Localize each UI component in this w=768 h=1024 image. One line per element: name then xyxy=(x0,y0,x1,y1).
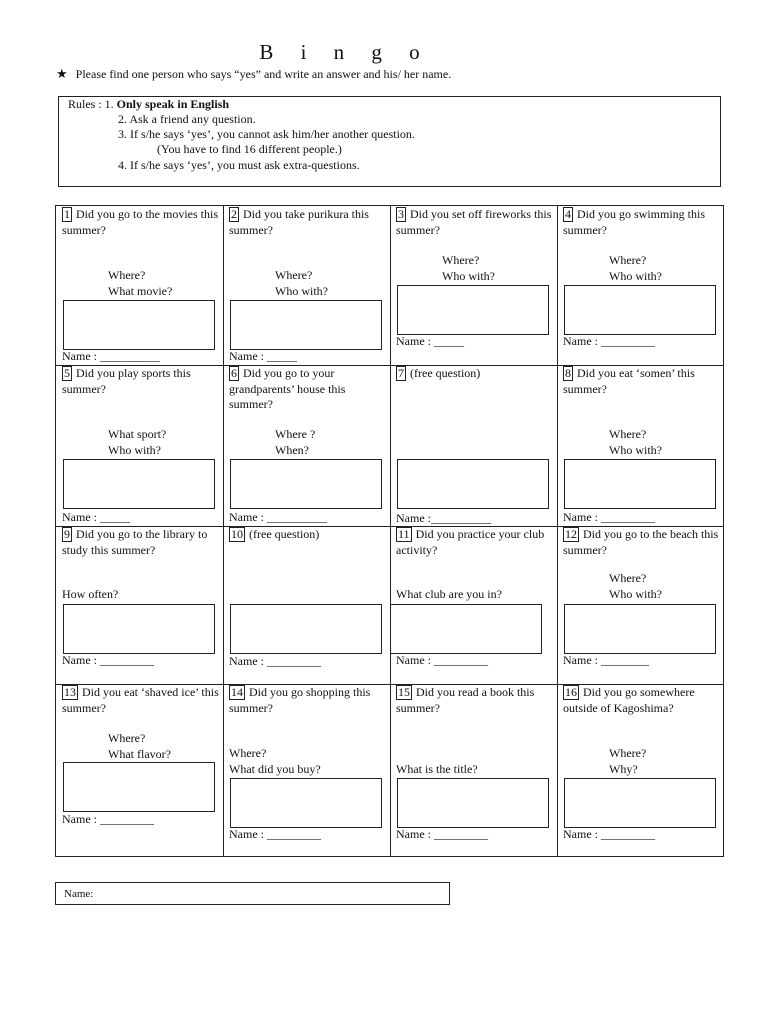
cell-question xyxy=(396,527,554,558)
cell-question xyxy=(62,366,220,397)
name-line[interactable]: Name : _________ xyxy=(563,334,655,348)
rules-prefix: Rules : 1. xyxy=(68,97,117,111)
bingo-cell-1 xyxy=(56,206,223,365)
answer-box[interactable] xyxy=(63,300,215,350)
bingo-cell-7 xyxy=(390,365,557,526)
cell-question xyxy=(563,527,721,558)
cell-question xyxy=(563,366,721,397)
bingo-cell-14 xyxy=(223,684,390,856)
bingo-cell-16 xyxy=(557,684,724,856)
cell-number: 11 xyxy=(398,527,410,541)
instruction-line xyxy=(56,66,451,82)
follow-up-question-1: Where? xyxy=(108,268,146,282)
rule-1 xyxy=(68,97,229,113)
name-line[interactable]: Name : _________ xyxy=(62,812,154,826)
name-line[interactable]: Name : _________ xyxy=(229,827,321,841)
question-text: Did you go to the beach this summer? xyxy=(563,527,719,557)
cell-number: 7 xyxy=(398,366,404,380)
question-text: Did you practice your club activity? xyxy=(396,527,545,557)
cell-number: 12 xyxy=(565,527,577,541)
cell-question xyxy=(229,527,387,543)
cell-question xyxy=(62,207,220,238)
name-line[interactable]: Name : _________ xyxy=(62,653,154,667)
bingo-cell-8 xyxy=(557,365,724,526)
follow-up-question-2: Who with? xyxy=(609,587,662,601)
follow-up-question-2: How often? xyxy=(62,587,119,601)
question-text: Did you go to the library to study this summer? xyxy=(62,527,208,557)
name-line[interactable]: Name : _________ xyxy=(396,653,488,667)
cell-number: 10 xyxy=(231,527,243,541)
bingo-cell-5 xyxy=(56,365,223,526)
follow-up-question-2: What flavor? xyxy=(108,747,171,761)
follow-up-question-1: Where? xyxy=(609,427,647,441)
question-text: (free question) xyxy=(249,527,320,541)
follow-up-question-2: What movie? xyxy=(108,284,173,298)
question-text: Did you read a book this summer? xyxy=(396,685,535,715)
bingo-cell-10 xyxy=(223,526,390,684)
follow-up-question-2: Why? xyxy=(609,762,638,776)
name-line[interactable]: Name : _____ xyxy=(62,510,130,524)
cell-number: 2 xyxy=(231,207,237,221)
answer-box[interactable] xyxy=(63,459,215,509)
answer-box[interactable] xyxy=(230,459,382,509)
bingo-grid xyxy=(55,205,724,857)
follow-up-question-2: Who with? xyxy=(275,284,328,298)
follow-up-question-1: Where? xyxy=(229,746,267,760)
question-text: Did you go shopping this summer? xyxy=(229,685,371,715)
name-line[interactable]: Name : _____ xyxy=(229,349,297,363)
rule-1-text: Only speak in English xyxy=(116,97,230,111)
rule-4: 4. If s/he says ‘yes’, you must ask extra-questions. xyxy=(118,158,360,172)
answer-box[interactable] xyxy=(63,604,215,654)
star-icon: ★ xyxy=(56,66,68,81)
rule-2: 2. Ask a friend any question. xyxy=(118,112,256,126)
student-name-field[interactable] xyxy=(55,882,450,905)
follow-up-question-1: Where? xyxy=(609,746,647,760)
question-text: Did you go to your grandparents’ house this summer? xyxy=(229,366,346,411)
follow-up-question-1: Where? xyxy=(108,731,146,745)
cell-question xyxy=(62,685,220,716)
cell-number: 6 xyxy=(231,366,237,380)
answer-box[interactable] xyxy=(230,300,382,350)
bingo-cell-13 xyxy=(56,684,223,856)
cell-number: 14 xyxy=(231,685,243,699)
student-name-label: Name: xyxy=(64,888,94,900)
name-line[interactable]: Name : __________ xyxy=(62,349,160,363)
name-line[interactable]: Name : _________ xyxy=(396,827,488,841)
question-text: (free question) xyxy=(410,366,481,380)
instruction-text: Please find one person who says “yes” and write an answer and his/ her name. xyxy=(75,67,452,81)
follow-up-question-1: What sport? xyxy=(108,427,167,441)
answer-box[interactable] xyxy=(564,604,716,654)
follow-up-question-2: Who with? xyxy=(108,443,161,457)
question-text: Did you play sports this summer? xyxy=(62,366,191,396)
name-line[interactable]: Name : _________ xyxy=(229,654,321,668)
cell-question xyxy=(229,366,387,413)
follow-up-question-2: What did you buy? xyxy=(229,762,321,776)
follow-up-question-1: Where? xyxy=(609,253,647,267)
follow-up-question-2: Who with? xyxy=(609,443,662,457)
answer-box[interactable] xyxy=(230,604,382,654)
cell-question xyxy=(563,685,721,716)
cell-question xyxy=(396,685,554,716)
follow-up-question-1: Where ? xyxy=(275,427,316,441)
cell-number: 9 xyxy=(64,527,70,541)
cell-number: 13 xyxy=(64,685,76,699)
answer-box[interactable] xyxy=(397,285,549,335)
rule-3-note: (You have to find 16 different people.) xyxy=(157,142,342,156)
bingo-cell-12 xyxy=(557,526,724,684)
bingo-cell-15 xyxy=(390,684,557,856)
question-text: Did you eat ‘somen’ this summer? xyxy=(563,366,695,396)
name-line[interactable]: Name : ________ xyxy=(563,653,649,667)
name-line[interactable]: Name : _________ xyxy=(563,510,655,524)
cell-number: 5 xyxy=(64,366,70,380)
cell-number: 8 xyxy=(565,366,571,380)
answer-box[interactable] xyxy=(230,778,382,828)
follow-up-question-2: What is the title? xyxy=(396,762,478,776)
cell-number: 16 xyxy=(565,685,577,699)
answer-box[interactable] xyxy=(564,459,716,509)
bingo-cell-3 xyxy=(390,206,557,365)
cell-question xyxy=(229,207,387,238)
name-line[interactable]: Name :__________ xyxy=(396,511,491,525)
rules-box xyxy=(58,96,721,187)
rule-3: 3. If s/he says ‘yes’, you cannot ask him/her another question. xyxy=(118,127,415,141)
question-text: Did you go somewhere outside of Kagoshima? xyxy=(563,685,695,715)
question-text: Did you go swimming this summer? xyxy=(563,207,706,237)
cell-question xyxy=(396,366,554,382)
bingo-cell-2 xyxy=(223,206,390,365)
cell-question xyxy=(229,685,387,716)
cell-number: 4 xyxy=(565,207,571,221)
answer-box[interactable] xyxy=(564,778,716,828)
question-text: Did you go to the movies this summer? xyxy=(62,207,218,237)
follow-up-question-1: Where? xyxy=(275,268,313,282)
name-line[interactable]: Name : __________ xyxy=(229,510,327,524)
bingo-cell-9 xyxy=(56,526,223,684)
follow-up-question-2: What club are you in? xyxy=(396,587,502,601)
follow-up-question-2: Who with? xyxy=(609,269,662,283)
bingo-cell-4 xyxy=(557,206,724,365)
question-text: Did you eat ‘shaved ice’ this summer? xyxy=(62,685,219,715)
cell-number: 1 xyxy=(64,207,70,221)
name-line[interactable]: Name : _____ xyxy=(396,334,464,348)
follow-up-question-1: Where? xyxy=(609,571,647,585)
worksheet-title: B i n g o xyxy=(259,40,431,64)
cell-question xyxy=(396,207,554,238)
answer-box[interactable] xyxy=(390,604,542,654)
bingo-cell-6 xyxy=(223,365,390,526)
answer-box[interactable] xyxy=(397,459,549,509)
follow-up-question-2: Who with? xyxy=(442,269,495,283)
cell-number: 3 xyxy=(398,207,404,221)
cell-number: 15 xyxy=(398,685,410,699)
answer-box[interactable] xyxy=(63,762,215,812)
follow-up-question-2: When? xyxy=(275,443,309,457)
cell-question xyxy=(62,527,220,558)
question-text: Did you take purikura this summer? xyxy=(229,207,369,237)
answer-box[interactable] xyxy=(564,285,716,335)
name-line[interactable]: Name : _________ xyxy=(563,827,655,841)
follow-up-question-1: Where? xyxy=(442,253,480,267)
bingo-cell-11 xyxy=(390,526,557,684)
question-text: Did you set off fireworks this summer? xyxy=(396,207,552,237)
cell-question xyxy=(563,207,721,238)
answer-box[interactable] xyxy=(397,778,549,828)
